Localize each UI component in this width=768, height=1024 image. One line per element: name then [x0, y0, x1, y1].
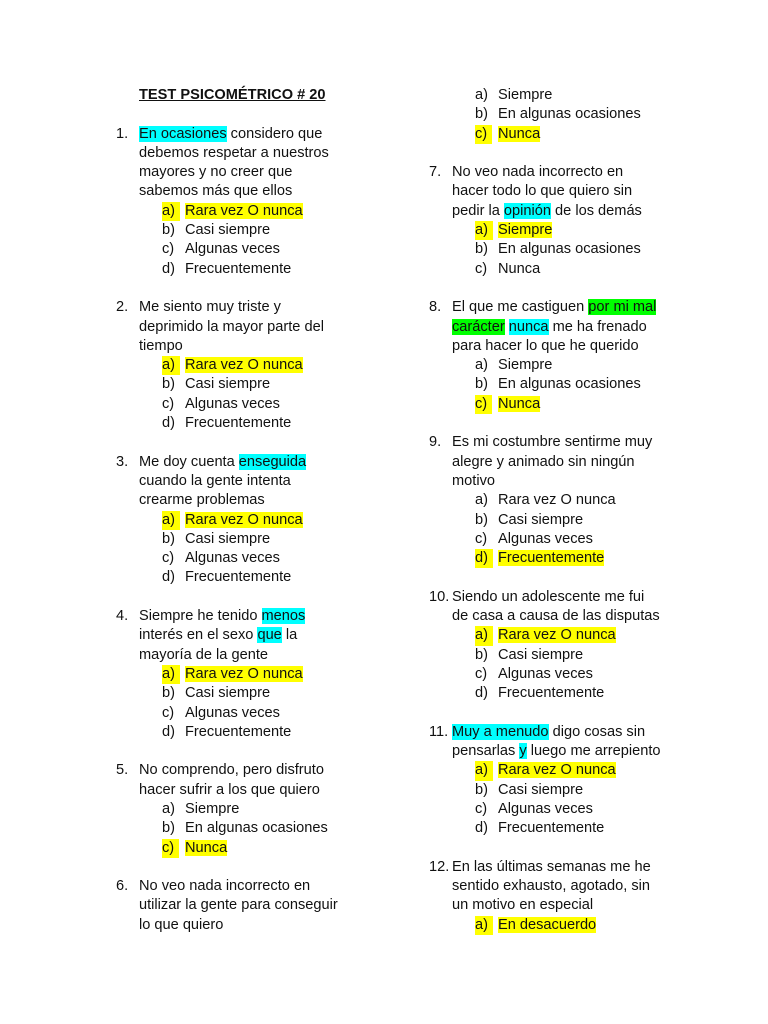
answer-option	[116, 240, 416, 259]
answer-option	[116, 839, 416, 858]
option-text: Frecuentemente	[498, 685, 605, 702]
option-letter: b)	[475, 106, 488, 123]
answer-option	[116, 221, 416, 240]
question-item	[116, 125, 416, 279]
question-text: No veo nada incorrecto en	[452, 164, 624, 181]
question-text-line	[116, 646, 416, 665]
option-text: Casi siempre	[185, 685, 271, 702]
question-text: cuando la gente intenta	[139, 472, 291, 489]
question-text-line	[429, 337, 729, 356]
question-text-line	[116, 318, 416, 337]
question-text-line	[429, 472, 729, 491]
option-text: Nunca	[185, 839, 228, 856]
left-column	[116, 86, 416, 935]
question-text-line	[116, 916, 416, 935]
highlighted-text: y	[519, 743, 527, 760]
option-letter: c)	[475, 800, 488, 817]
question-text-line	[429, 202, 729, 221]
question-item	[429, 723, 729, 839]
option-letter: a)	[162, 800, 175, 817]
question-text: pedir la	[452, 202, 504, 219]
question-text-line	[116, 144, 416, 163]
question-text: sentido exhausto, agotado, sin	[452, 878, 650, 895]
option-letter: c)	[475, 125, 492, 144]
answer-option	[429, 491, 729, 510]
option-text: Algunas veces	[498, 530, 593, 547]
question-text: No comprendo, pero disfruto	[139, 762, 324, 779]
option-text: Rara vez O nunca	[498, 762, 616, 779]
answer-option	[116, 568, 416, 587]
answer-option	[116, 375, 416, 394]
question-text-line	[429, 163, 729, 182]
question-text: Siempre he tenido	[139, 608, 262, 625]
question-item	[116, 607, 416, 742]
option-letter: c)	[475, 395, 492, 414]
question-item	[429, 858, 729, 935]
question-text-line	[429, 318, 729, 337]
option-text: Algunas veces	[185, 241, 280, 258]
answer-option	[429, 221, 729, 240]
highlighted-text: que	[257, 627, 282, 644]
question-text: hacer todo lo que quiero sin	[452, 183, 633, 200]
option-letter: b)	[475, 511, 488, 528]
question-item	[429, 86, 729, 144]
question-text-line	[429, 298, 729, 317]
question-number: 5.	[116, 762, 129, 779]
answer-option	[429, 356, 729, 375]
option-text: Rara vez O nunca	[185, 202, 303, 219]
question-spacer	[429, 704, 729, 723]
question-spacer	[429, 839, 729, 858]
question-item	[429, 298, 729, 414]
option-letter: a)	[475, 916, 493, 935]
option-text: Nunca	[498, 125, 541, 142]
question-text-line	[429, 877, 729, 896]
answer-option	[429, 86, 729, 105]
question-text: Es mi costumbre sentirme muy	[452, 434, 653, 451]
document-title: TEST PSICOMÉTRICO # 20	[139, 87, 326, 103]
highlighted-text: menos	[261, 608, 306, 625]
option-text: Rara vez O nunca	[185, 665, 303, 682]
question-item	[116, 761, 416, 857]
option-text: Nunca	[498, 260, 541, 277]
answer-option	[429, 646, 729, 665]
title-spacer	[116, 86, 416, 105]
question-spacer	[116, 858, 416, 877]
option-text: En desacuerdo	[498, 916, 597, 933]
question-text-line	[429, 607, 729, 626]
question-text: interés en el sexo	[139, 627, 258, 644]
question-text-line	[116, 453, 416, 472]
highlighted-text: Muy a menudo	[452, 723, 549, 740]
option-text: Siempre	[498, 87, 553, 103]
question-text: Me siento muy triste y	[139, 299, 281, 316]
question-text-line	[116, 182, 416, 201]
answer-option	[116, 549, 416, 568]
highlighted-text: carácter	[452, 318, 505, 335]
option-text: Siempre	[498, 222, 553, 239]
option-letter: a)	[162, 356, 180, 375]
option-letter: b)	[162, 530, 175, 547]
option-letter: a)	[475, 761, 493, 780]
question-text-line	[116, 472, 416, 491]
question-text-line	[116, 298, 416, 317]
option-text: Frecuentemente	[185, 415, 292, 432]
answer-option	[429, 530, 729, 549]
highlighted-text: nunca	[508, 318, 549, 335]
question-spacer	[429, 144, 729, 163]
option-text: En algunas ocasiones	[185, 820, 328, 837]
question-text-line	[429, 433, 729, 452]
question-number: 8.	[429, 299, 442, 316]
answer-option	[116, 665, 416, 684]
answer-option	[116, 800, 416, 819]
question-text: pensarlas	[452, 743, 520, 760]
question-text: de casa a causa de las disputas	[452, 608, 660, 625]
question-text: No veo nada incorrecto en	[139, 878, 311, 895]
option-letter: b)	[475, 376, 488, 393]
question-text: considero que	[226, 125, 323, 142]
answer-option	[429, 395, 729, 414]
question-text: digo cosas sin	[548, 723, 646, 740]
option-letter: c)	[162, 241, 175, 258]
option-text: Frecuentemente	[498, 550, 605, 567]
question-text: me ha frenado	[548, 318, 647, 335]
question-spacer	[116, 279, 416, 298]
question-text: para hacer lo que he querido	[452, 337, 639, 354]
question-text: Me doy cuenta	[139, 453, 239, 470]
option-letter: c)	[475, 530, 488, 547]
question-text-line	[116, 781, 416, 800]
question-text: luego me arrepiento	[526, 743, 661, 760]
question-number: 4.	[116, 608, 129, 625]
answer-option	[429, 916, 729, 935]
question-item	[429, 588, 729, 704]
answer-option	[116, 723, 416, 742]
answer-option	[116, 356, 416, 375]
option-letter: b)	[162, 685, 175, 702]
option-text: Casi siempre	[498, 511, 584, 528]
answer-option	[116, 395, 416, 414]
answer-option	[429, 549, 729, 568]
question-number: 7.	[429, 164, 442, 181]
answer-option	[429, 684, 729, 703]
option-letter: a)	[475, 87, 488, 103]
question-number: 11.	[429, 723, 449, 740]
question-spacer	[116, 742, 416, 761]
question-text-line	[116, 896, 416, 915]
question-text: utilizar la gente para conseguir	[139, 897, 338, 914]
option-letter: b)	[475, 781, 488, 798]
option-letter: a)	[475, 626, 493, 645]
question-text: Siendo un adolescente me fui	[452, 588, 645, 605]
title-spacer	[116, 105, 416, 124]
question-text-line	[429, 588, 729, 607]
option-letter: c)	[475, 260, 488, 277]
answer-option	[429, 819, 729, 838]
option-text: Siempre	[185, 800, 240, 817]
question-text: alegre y animado sin ningún	[452, 453, 635, 470]
option-text: Frecuentemente	[498, 820, 605, 837]
question-text-line	[429, 182, 729, 201]
question-number: 3.	[116, 453, 129, 470]
question-item	[429, 433, 729, 568]
question-number: 12.	[429, 858, 450, 875]
question-text: de los demás	[551, 202, 642, 219]
answer-option	[429, 511, 729, 530]
option-text: Casi siempre	[185, 376, 271, 393]
question-item	[116, 453, 416, 588]
question-spacer	[116, 588, 416, 607]
answer-option	[116, 684, 416, 703]
question-text: mayores y no creer que	[139, 164, 293, 181]
question-text: hacer sufrir a los que quiero	[139, 781, 320, 798]
option-letter: a)	[162, 202, 180, 221]
option-letter: d)	[475, 820, 488, 837]
question-text-line	[429, 723, 729, 742]
option-letter: d)	[162, 569, 175, 586]
question-text: sabemos más que ellos	[139, 183, 293, 200]
option-text: Casi siempre	[185, 530, 271, 547]
question-text: El que me castiguen	[452, 299, 589, 316]
option-text: Casi siempre	[498, 646, 584, 663]
question-number: 6.	[116, 878, 129, 895]
option-letter: c)	[162, 839, 179, 858]
question-text-line	[429, 858, 729, 877]
question-text-line	[429, 742, 729, 761]
option-text: Rara vez O nunca	[185, 357, 303, 374]
question-text-line	[116, 163, 416, 182]
question-spacer	[429, 414, 729, 433]
question-text-line	[429, 453, 729, 472]
highlighted-text: opinión	[503, 202, 551, 219]
answer-option	[116, 530, 416, 549]
answer-option	[429, 665, 729, 684]
question-item	[116, 877, 416, 935]
option-text: Frecuentemente	[185, 723, 292, 740]
answer-option	[429, 761, 729, 780]
right-column	[429, 86, 729, 935]
question-number: 9.	[429, 434, 442, 451]
question-text: crearme problemas	[139, 492, 265, 509]
option-letter: d)	[475, 549, 493, 568]
answer-option	[429, 240, 729, 259]
option-letter: b)	[162, 222, 175, 239]
answer-option	[116, 414, 416, 433]
option-letter: c)	[162, 395, 175, 412]
highlighted-text: por mi mal	[588, 299, 657, 316]
option-letter: d)	[162, 723, 175, 740]
option-letter: a)	[162, 665, 180, 684]
option-text: Algunas veces	[498, 800, 593, 817]
option-letter: b)	[162, 376, 175, 393]
option-text: Casi siempre	[498, 781, 584, 798]
option-text: Siempre	[498, 357, 553, 374]
question-text: un motivo en especial	[452, 897, 594, 914]
option-letter: a)	[475, 492, 488, 509]
option-text: En algunas ocasiones	[498, 376, 641, 393]
question-number: 2.	[116, 299, 129, 316]
option-text: Algunas veces	[498, 665, 593, 682]
question-text-line	[116, 337, 416, 356]
option-text: Rara vez O nunca	[498, 492, 616, 509]
option-letter: b)	[162, 820, 175, 837]
question-text-line	[116, 761, 416, 780]
question-text: deprimido la mayor parte del	[139, 318, 324, 335]
option-letter: a)	[162, 511, 180, 530]
question-text-line	[116, 491, 416, 510]
question-spacer	[429, 279, 729, 298]
option-text: En algunas ocasiones	[498, 241, 641, 258]
answer-option	[429, 781, 729, 800]
question-text: motivo	[452, 472, 495, 489]
answer-option	[116, 511, 416, 530]
answer-option	[429, 105, 729, 124]
option-letter: a)	[475, 221, 493, 240]
option-letter: d)	[475, 685, 488, 702]
option-text: Frecuentemente	[185, 260, 292, 277]
question-text-line	[116, 626, 416, 645]
option-text: Algunas veces	[185, 550, 280, 567]
question-text-line	[116, 607, 416, 626]
option-text: Rara vez O nunca	[185, 511, 303, 528]
option-letter: c)	[475, 665, 488, 682]
option-text: Frecuentemente	[185, 569, 292, 586]
question-spacer	[429, 568, 729, 587]
question-text-line	[429, 896, 729, 915]
option-letter: a)	[475, 357, 488, 374]
question-text: la	[281, 627, 298, 644]
option-text: Algunas veces	[185, 704, 280, 721]
question-item	[116, 298, 416, 433]
option-text: Algunas veces	[185, 395, 280, 412]
option-text: Casi siempre	[185, 222, 271, 239]
question-text-line	[116, 125, 416, 144]
question-text: lo que quiero	[139, 916, 224, 933]
question-text: tiempo	[139, 337, 183, 354]
question-text: mayoría de la gente	[139, 646, 268, 663]
question-text: debemos respetar a nuestros	[139, 144, 329, 161]
option-letter: b)	[475, 646, 488, 663]
answer-option	[429, 375, 729, 394]
answer-option	[429, 800, 729, 819]
answer-option	[429, 626, 729, 645]
highlighted-text: En ocasiones	[139, 125, 227, 142]
answer-option	[429, 125, 729, 144]
question-number: 1.	[116, 125, 129, 142]
question-spacer	[116, 433, 416, 452]
answer-option	[116, 202, 416, 221]
option-letter: d)	[162, 260, 175, 277]
answer-option	[429, 260, 729, 279]
option-letter: c)	[162, 550, 175, 567]
option-text: En algunas ocasiones	[498, 106, 641, 123]
question-number: 10.	[429, 588, 450, 605]
option-text: Nunca	[498, 395, 541, 412]
question-item	[429, 163, 729, 279]
option-letter: b)	[475, 241, 488, 258]
answer-option	[116, 819, 416, 838]
question-text-line	[116, 877, 416, 896]
option-text: Rara vez O nunca	[498, 627, 616, 644]
highlighted-text: enseguida	[238, 453, 307, 470]
answer-option	[116, 704, 416, 723]
answer-option	[116, 260, 416, 279]
question-text: En las últimas semanas me he	[452, 858, 651, 875]
option-letter: c)	[162, 704, 175, 721]
option-letter: d)	[162, 415, 175, 432]
